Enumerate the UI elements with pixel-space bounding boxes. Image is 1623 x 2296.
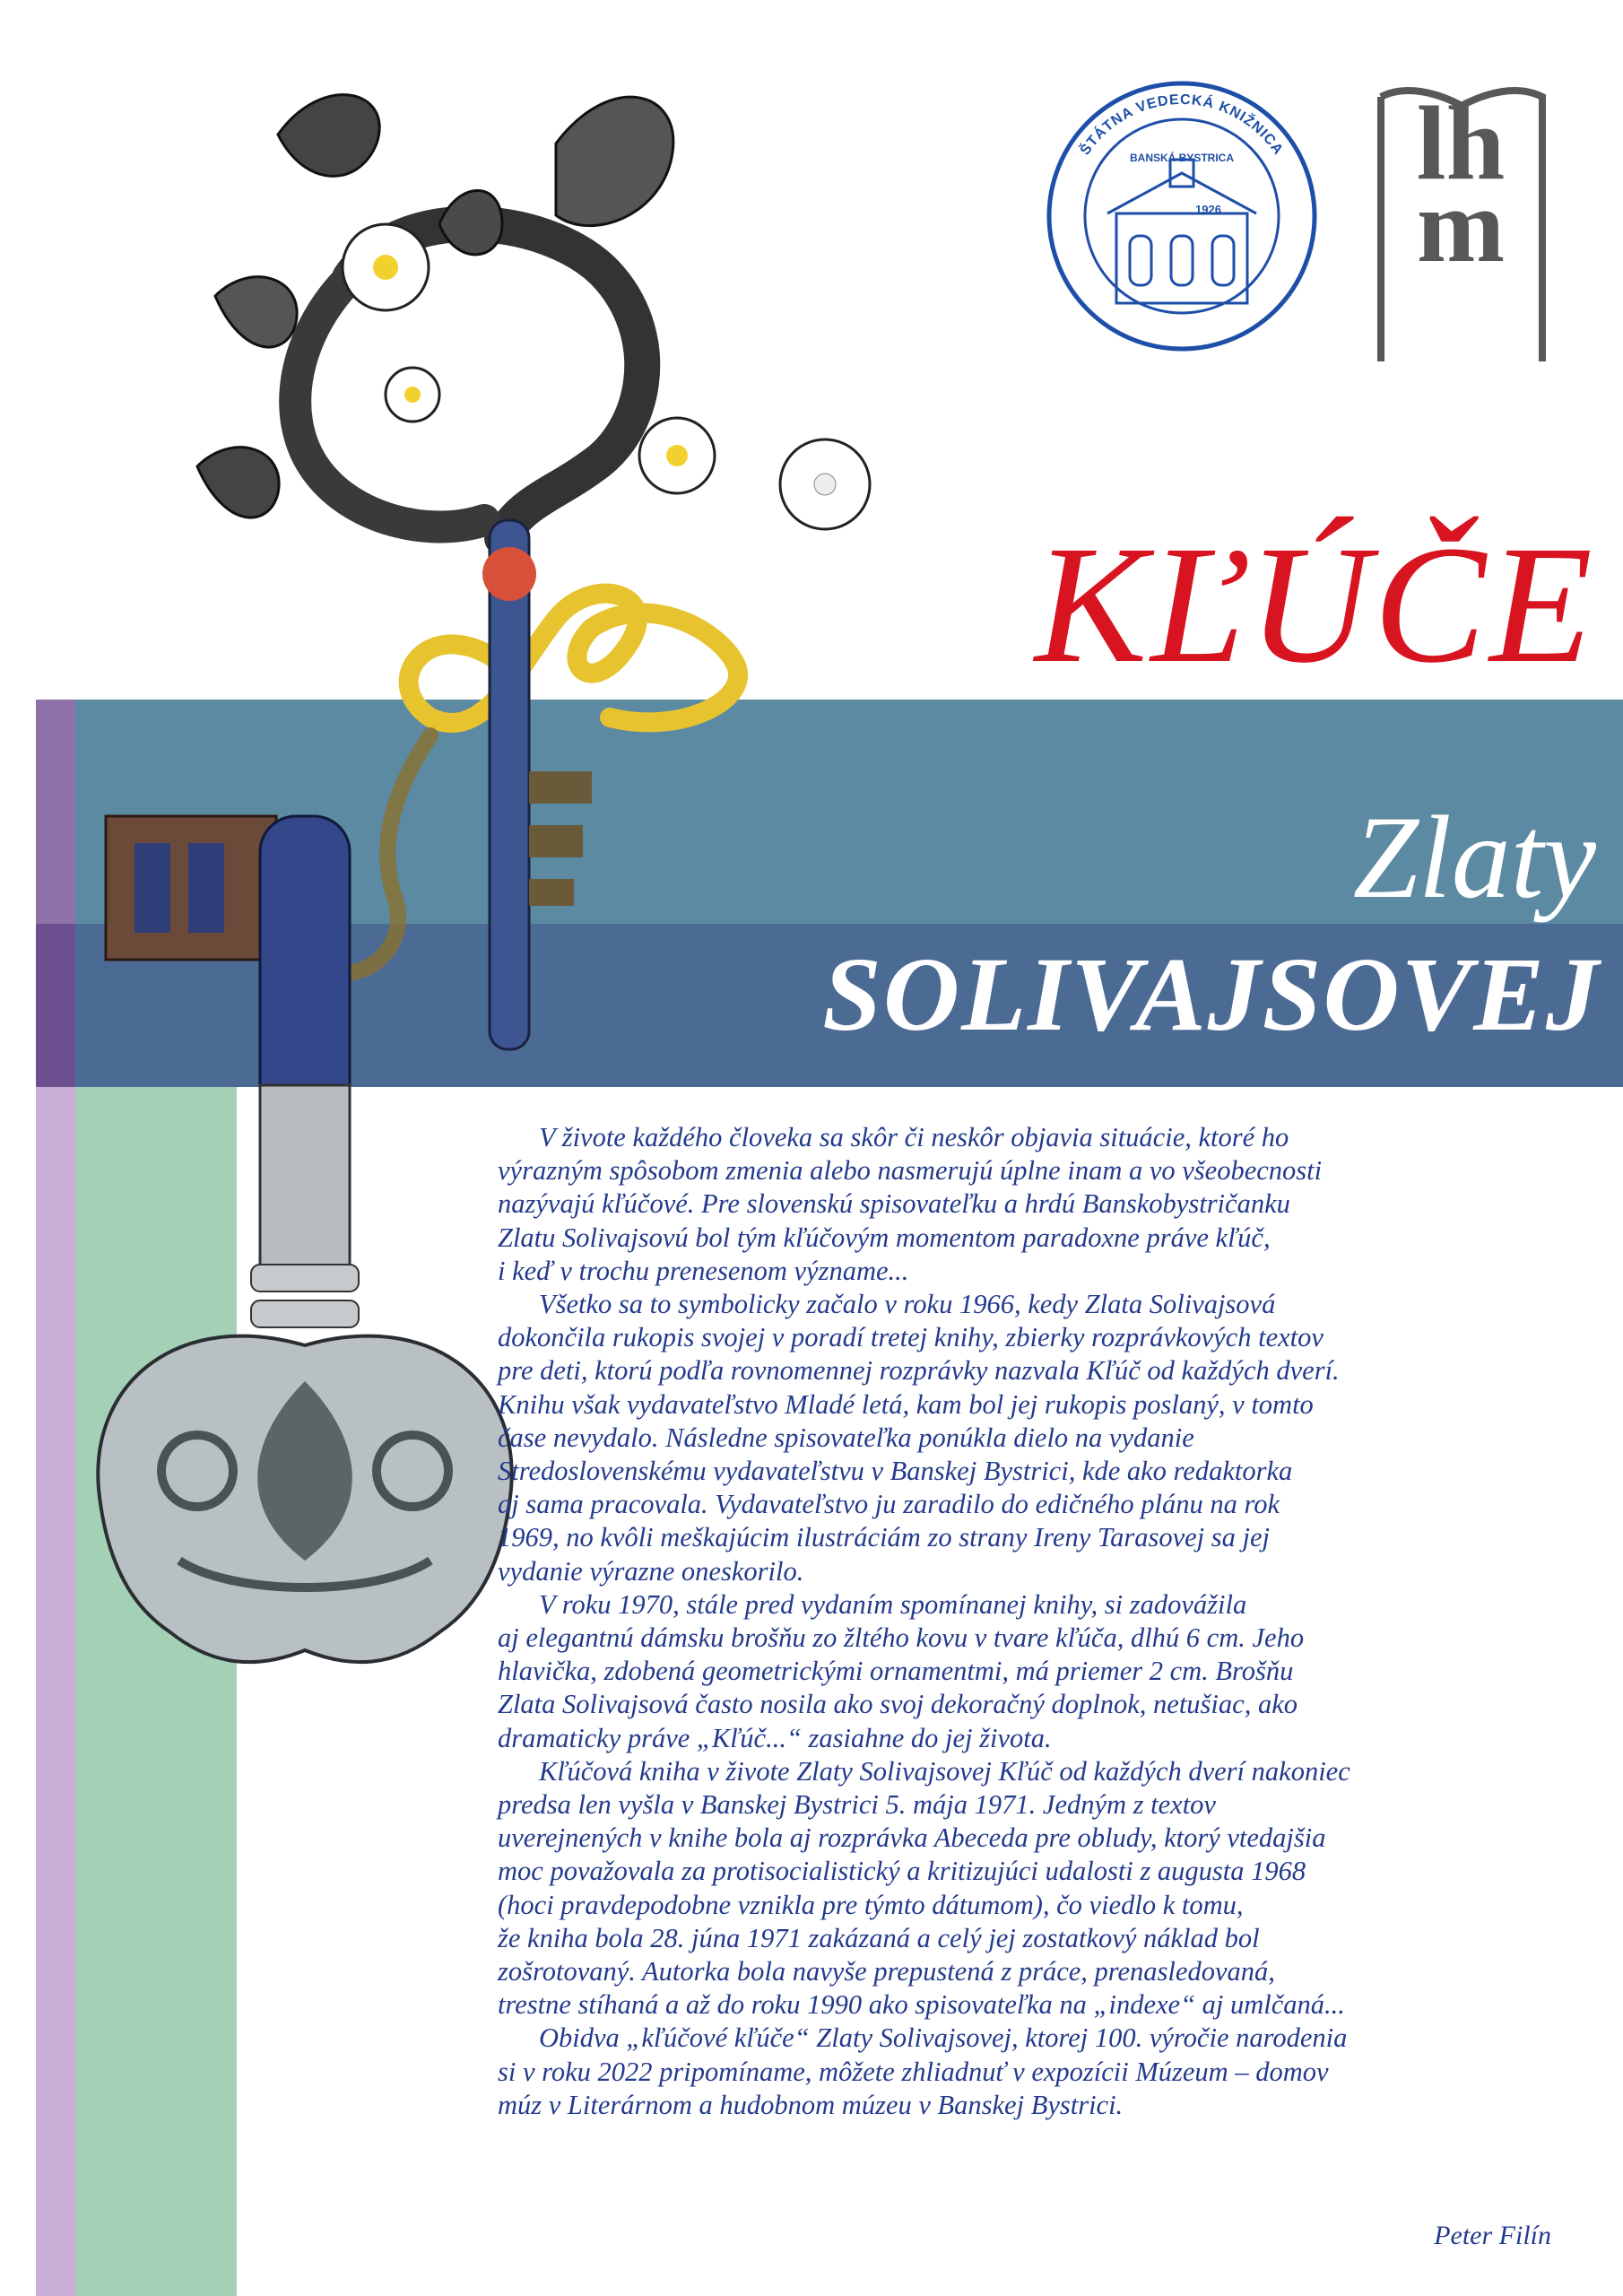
article-line: i keď v trochu prenesenom význame... <box>498 1255 909 1286</box>
article-line: moc považovala za protisocialistický a kritizujúci udalosti z augusta 1968 <box>498 1856 1306 1887</box>
article-line: V roku 1970, stále pred vydaním spomínanej knihy, si zadovážila <box>539 1588 1247 1620</box>
lhm-letters: lhm <box>1416 84 1506 284</box>
article-line: čase nevydalo. Následne spisovateľka ponúkla dielo na vydanie <box>498 1422 1194 1453</box>
seal-ring-top-text: ŠTÁTNA VEDECKÁ KNIŽNICA <box>1077 91 1287 159</box>
big-key <box>98 816 511 1662</box>
article-line: vydanie výrazne oneskorilo. <box>498 1555 804 1587</box>
subtitle-first-name: Zlaty <box>1352 791 1596 923</box>
article-line: pre deti, ktorú podľa rovnomennej rozprávky nazvala Kľúč od každých dverí. <box>498 1355 1340 1387</box>
article-line: predsa len vyšla v Banskej Bystrici 5. mája 1971. Jedným z textov <box>498 1789 1216 1821</box>
article-line: Obidva „kľúčové kľúče“ Zlaty Solivajsovej, ktorej 100. výročie narodenia <box>539 2022 1348 2054</box>
article-line: Všetko sa to symbolicky začalo v roku 1966, kedy Zlata Solivajsová <box>539 1289 1276 1320</box>
seal-year: 1926 <box>1195 203 1221 216</box>
article-line: nazývajú kľúčové. Pre slovenskú spisovateľku a hrdú Banskobystričanku <box>498 1188 1290 1220</box>
yellow-ribbon <box>409 594 738 723</box>
museum-lhm-logo <box>1372 79 1551 366</box>
article-line: Zlata Solivajsová často nosila ako svoj dekoračný doplnok, netušiac, ako <box>498 1689 1298 1720</box>
page-title: KĽÚČE <box>1035 510 1596 698</box>
article-line: múz v Literárnom a hudobnom múzeu v Banskej Bystrici. <box>498 2089 1124 2120</box>
article-line: zošrotovaný. Autorka bola navyše prepustená z práce, prenasledovaná, <box>498 1956 1275 1987</box>
library-seal-logo <box>1045 79 1319 353</box>
article-line: trestne stíhaná a až do roku 1990 ako spisovateľka na „indexe“ aj umlčaná... <box>498 1989 1345 2021</box>
subtitle-surname: SOLIVAJSOVEJ <box>822 935 1601 1053</box>
article-line: dramaticky práve „Kľúč...“ zasiahne do jej života. <box>498 1722 1052 1753</box>
article-line: hlavička, zdobená geometrickými ornamentmi, má priemer 2 cm. Brošňu <box>498 1656 1294 1687</box>
article-line: Knihu však vydavateľstvo Mladé letá, kam bol jej rukopis poslaný, v tomto <box>498 1388 1314 1420</box>
article-line: 1969, no kvôli meškajúcim ilustráciám zo strany Ireny Tarasovej sa jej <box>498 1522 1270 1553</box>
article-line: Kľúčová kniha v živote Zlaty Solivajsovej Kľúč od každých dverí nakoniec <box>539 1755 1350 1787</box>
article-line: aj sama pracovala. Vydavateľstvo ju zaradilo do edičného plánu na rok <box>498 1489 1280 1520</box>
article-line: aj elegantnú dámsku brošňu zo žltého kovu v tvare kľúča, dlhú 6 cm. Jeho <box>498 1622 1305 1654</box>
article-line: výrazným spôsobom zmenia alebo nasmerujú úplne inam a vo všeobecnosti <box>498 1155 1323 1187</box>
article-line: dokončila rukopis svojej v poradí tretej knihy, zbierky rozprávkových textov <box>498 1322 1324 1353</box>
article-line: si v roku 2022 pripomíname, môžete zhliadnuť v expozícii Múzeum – domov <box>498 2056 1329 2087</box>
article-line: (hoci pravdepodobne vznikla pre týmto dátumom), čo viedlo k tomu, <box>498 1889 1244 1920</box>
article-line: že kniha bola 28. júna 1971 zakázaná a celý jej zostatkový náklad bol <box>498 1922 1260 1953</box>
article-body <box>498 1121 1556 2122</box>
seal-ring-bottom-text: BANSKÁ BYSTRICA <box>1129 152 1235 164</box>
article-line: V živote každého človeka sa skôr či neskôr objavia situácie, ktoré ho <box>539 1122 1289 1152</box>
flower-vine-illustration <box>197 95 673 538</box>
article-line: Zlatu Solivajsovú bol tým kľúčovým momentom paradoxne práve kľúč, <box>498 1222 1271 1253</box>
article-line: uverejnených v knihe bola aj rozprávka Abeceda pre obludy, ktorý vtedajšia <box>498 1822 1326 1854</box>
article-line: Stredoslovenskému vydavateľstvu v Banskej Bystrici, kde ako redaktorka <box>498 1456 1293 1487</box>
article-author: Peter Filín <box>1434 2221 1551 2250</box>
